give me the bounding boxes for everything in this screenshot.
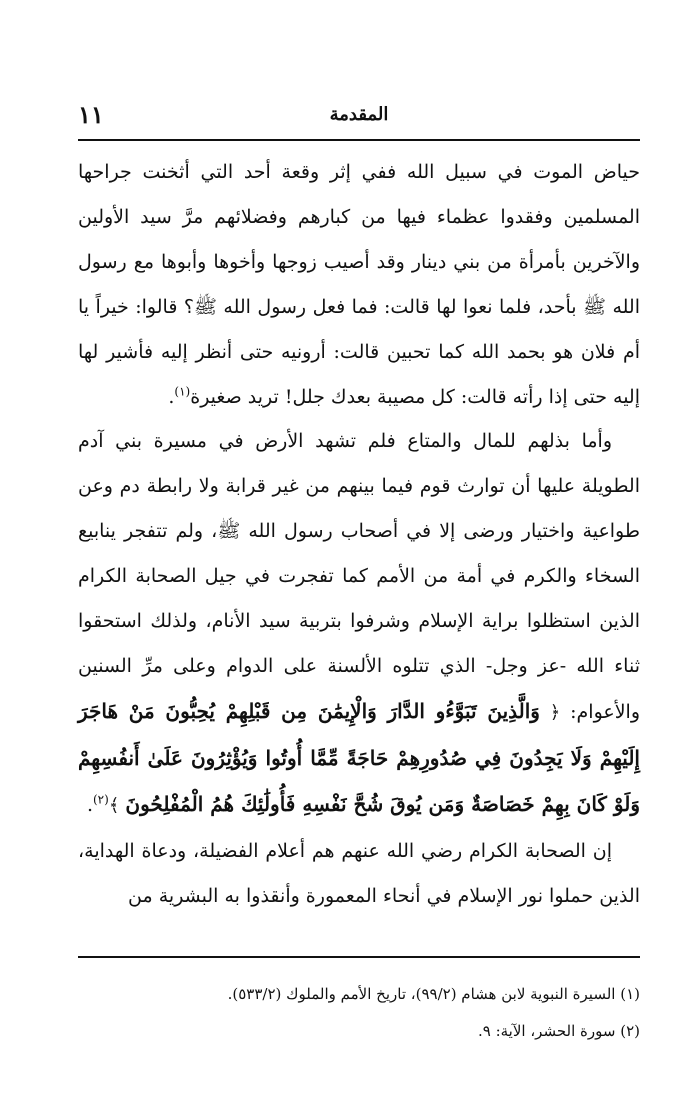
book-page <box>78 96 640 1076</box>
paragraph-3: إن الصحابة الكرام رضي الله عنهم هم أعلام الفضيلة، ودعاة الهداية، الذين حملوا نور الإسلام في أنحاء المعمورة وأنقذوا به البشرية من <box>78 839 640 907</box>
paragraph-2-intro: وأما بذلهم للمال والمتاع فلم تشهد الأرض في مسيرة بني آدم الطويلة عليها أن توارث قوم فيما بينهم من غير قرابة ولا رابطة دم وعن طواعية واختيار ورضى إلا في أصحاب رسول الله ﷺ، ولم تتفجر ينابيع السخاء والكرم في أمة من الأمم كما تفجرت في جيل الصحابة الكرام الذين استظلوا براية الإسلام وشرفوا بتربية سيد الأنام، ولذلك استحقوا ثناء الله -عز وجل- الذي تتلوه الألسنة على الدوام وعلى مرِّ السنين والأعوام: <box>78 430 641 723</box>
paragraph-1-text: حياض الموت في سبيل الله ففي إثر وقعة أحد التي أثخنت جراحها المسلمين وفقدوا عظماء فيها من كبارهم وفضلائهم مرَّ سيد الأولين والآخرين بأمرأة من بني دينار وقد أصيب زوجها وأخوها وأبوها مع رسول الله ﷺ بأحد، فلما نعوا لها قالت: فما فعل رسول الله ﷺ؟ قالوا: خيراً يا أم فلان هو بحمد الله كما تحبين قالت: أرونيه حتى أنظر إليه فأشير لها إليه حتى إذا رأته قالت: كل مصيبة بعدك جلل! تريد صغيرة <box>78 161 640 408</box>
paragraph-1 <box>78 150 640 419</box>
footnotes <box>78 976 640 1050</box>
paragraph-1-end: . <box>168 385 175 408</box>
quran-verse: وَالَّذِينَ تَبَوَّءُو الدَّارَ وَالْإِيمَٰنَ مِن قَبْلِهِمْ يُحِبُّونَ مَنْ هَاجَرَ إِلَيْهِمْ وَلَا يَجِدُونَ فِي صُدُورِهِمْ حَاجَةً مِّمَّا أُوتُوا وَيُؤْثِرُونَ عَلَىٰ أَنفُسِهِمْ وَلَوْ كَانَ بِهِمْ خَصَاصَةٌ وَمَن يُوقَ شُحَّ نَفْسِهِ فَأُولَٰئِكَ هُمُ الْمُفْلِحُونَ <box>78 698 640 816</box>
footnote-ref-1: (١) <box>174 384 191 399</box>
footnote-ref-2: (٢) <box>92 792 109 807</box>
footnote-1: (١) السيرة النبوية لابن هشام (٩٩/٢)، تاريخ الأمم والملوك (٥٣٣/٢). <box>227 985 640 1003</box>
quran-brace-close: ﴾ <box>108 794 120 816</box>
paragraph-2 <box>78 419 640 828</box>
running-title: المقدمة <box>329 104 389 125</box>
page-header <box>78 96 640 140</box>
footnote-divider <box>78 956 640 958</box>
page-number: ١١ <box>78 100 104 129</box>
quran-brace-open: ﴿ <box>549 701 561 723</box>
body-text <box>78 150 640 918</box>
paragraph-2-end: . <box>86 793 93 816</box>
header-divider <box>78 139 640 141</box>
footnote-2: (٢) سورة الحشر، الآية: ٩. <box>477 1022 640 1040</box>
